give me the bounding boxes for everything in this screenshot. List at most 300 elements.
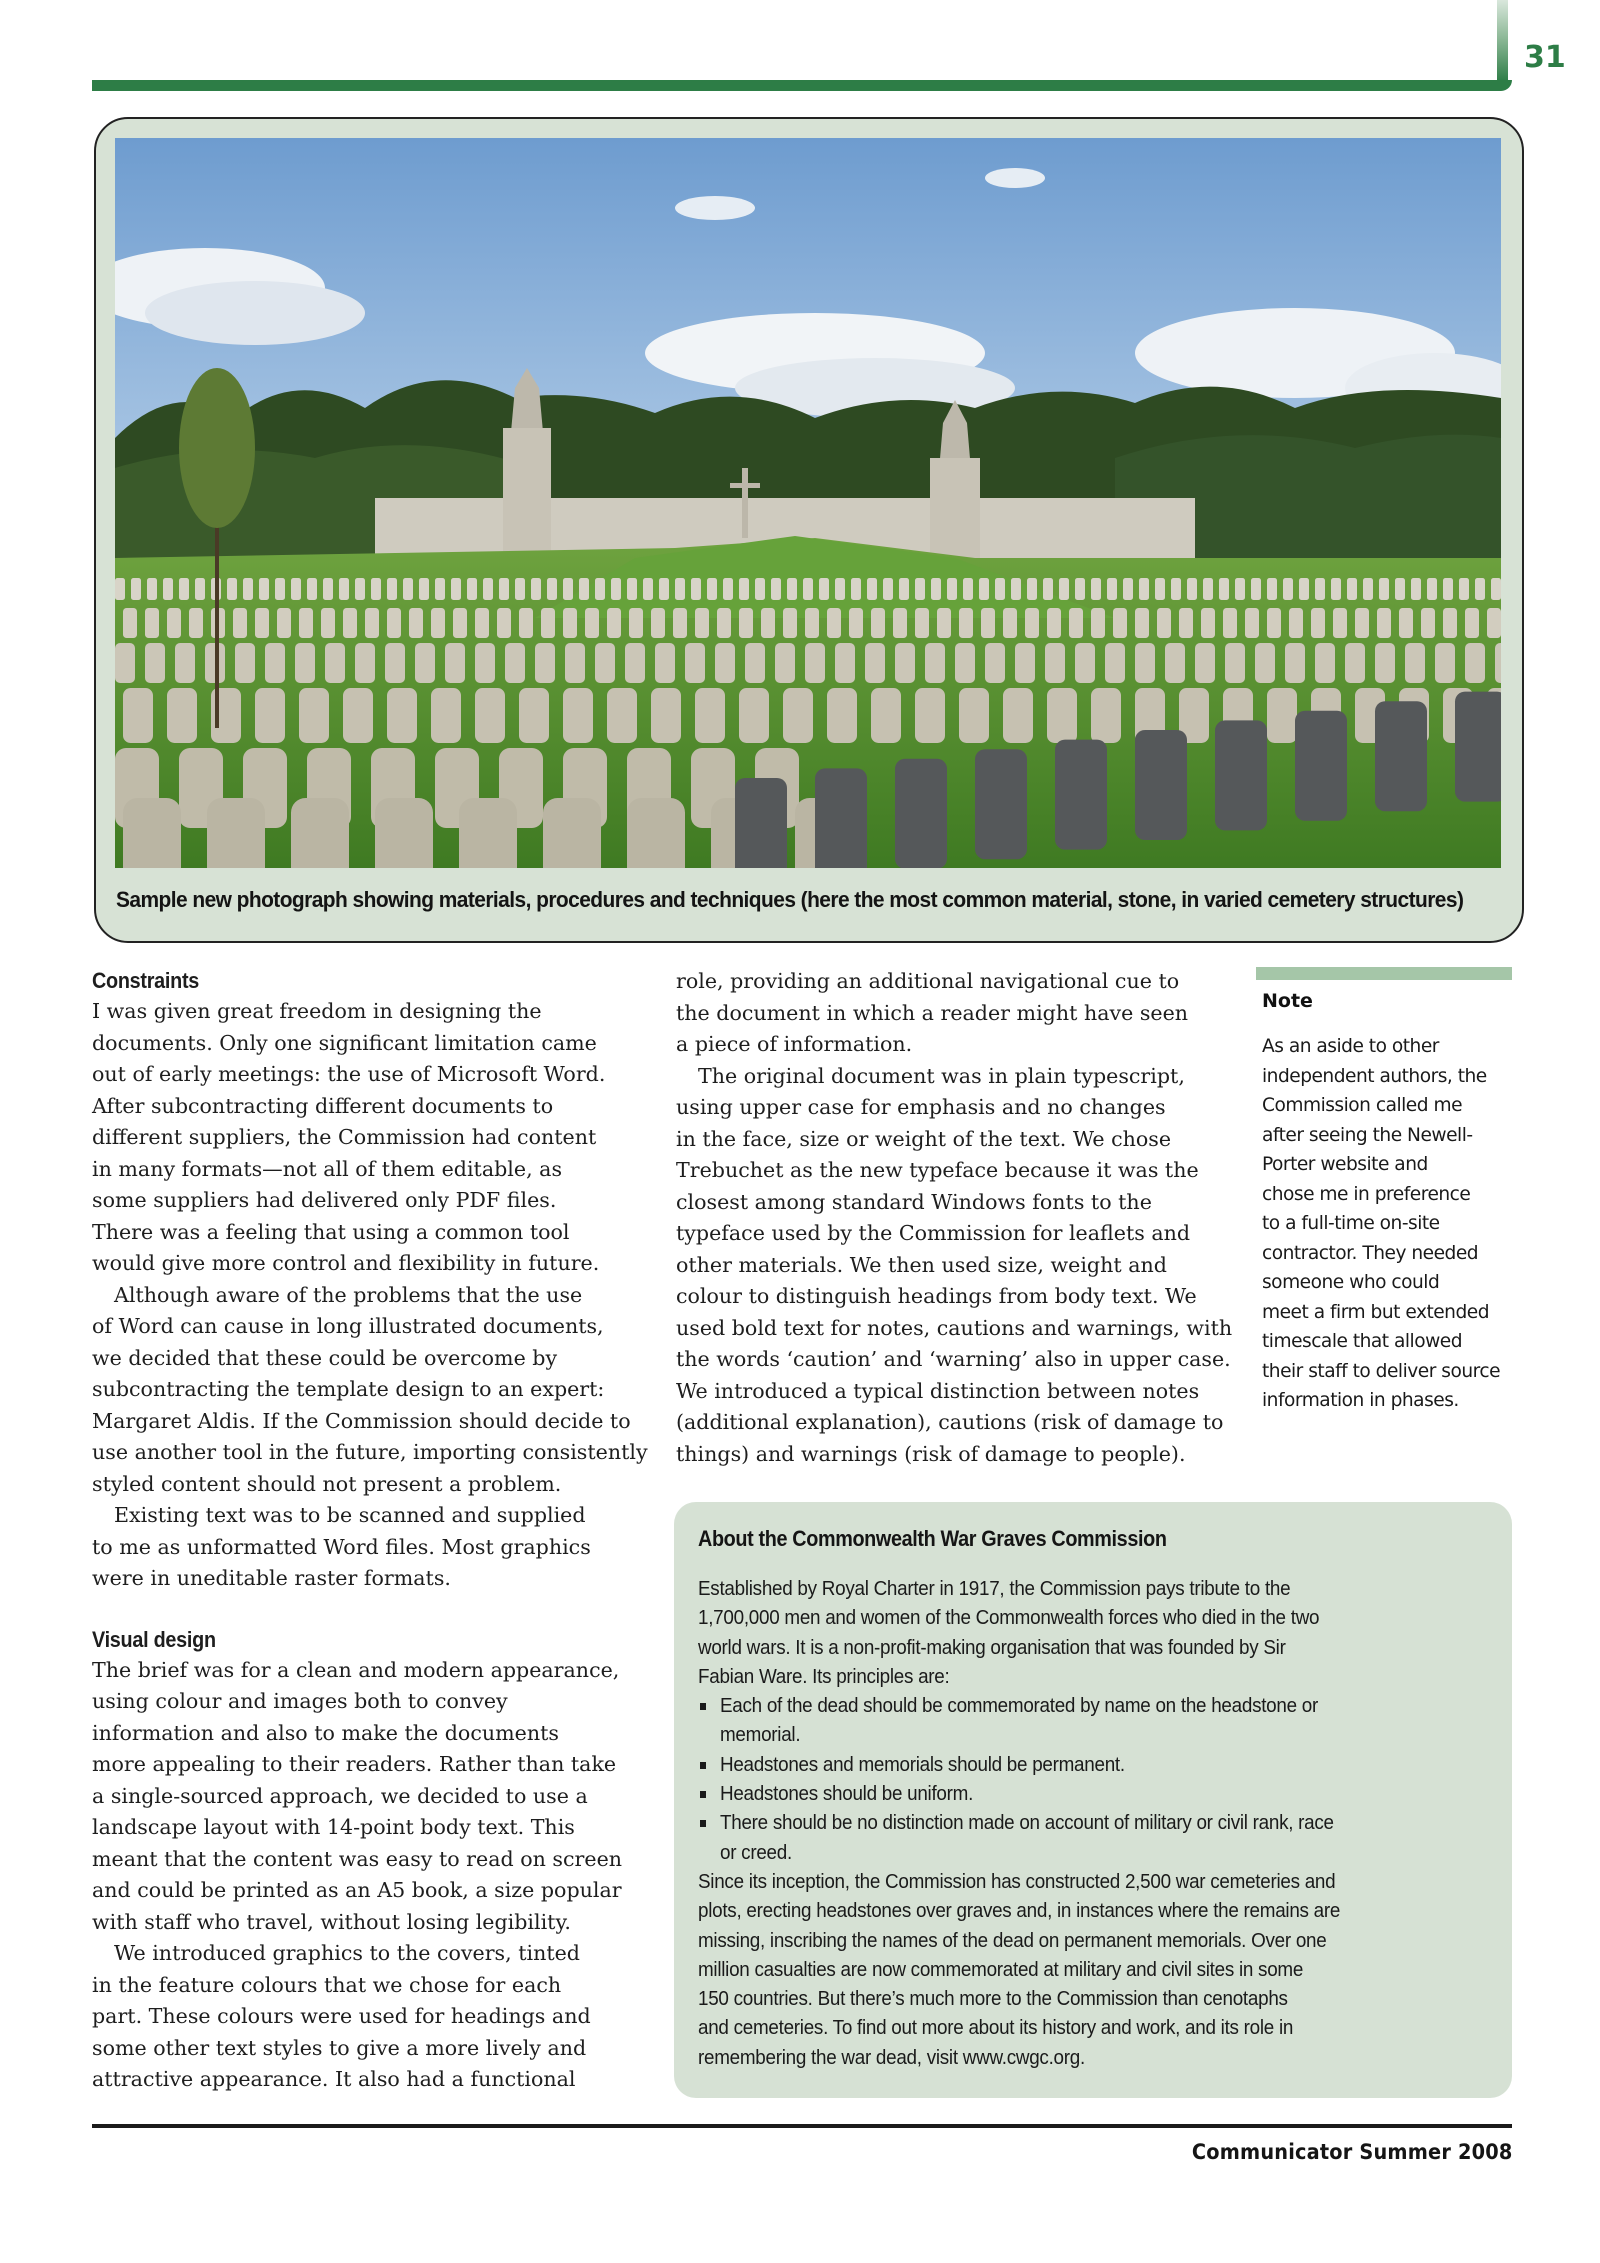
note-body <box>1262 1032 1522 1416</box>
headstone <box>1347 578 1357 600</box>
headstone <box>519 688 549 743</box>
headstone <box>607 688 637 743</box>
headstone <box>1201 608 1215 638</box>
headstone <box>827 608 841 638</box>
note-accent-bar <box>1256 967 1512 980</box>
text-line: and cemeteries. To find out more about its history and work, and its role in <box>698 2016 1294 2040</box>
text-line: out of early meetings: the use of Microsoft Word. <box>92 1062 606 1086</box>
text-line: information in phases. <box>1262 1390 1459 1411</box>
text-line: chose me in preference <box>1262 1183 1471 1205</box>
headstone <box>865 643 885 683</box>
headstone <box>1443 578 1453 600</box>
header-accent-vertical <box>1497 0 1508 82</box>
headstone <box>1377 608 1391 638</box>
headstone <box>1355 608 1369 638</box>
text-line: of Word can cause in long illustrated documents, <box>92 1314 604 1338</box>
paragraph <box>92 1280 648 1501</box>
headstone <box>343 688 373 743</box>
text-line: things) and warnings (risk of damage to people). <box>676 1441 1186 1466</box>
headstone <box>371 578 381 600</box>
headstone <box>805 608 819 638</box>
headstone <box>123 798 181 868</box>
headstone <box>723 578 733 600</box>
text-line: would give more control and flexibility in future. <box>92 1251 600 1275</box>
headstone <box>1299 578 1309 600</box>
text-line: to a full-time on-site <box>1262 1213 1440 1234</box>
figure-frame <box>94 117 1524 943</box>
headstone <box>355 643 375 683</box>
headstone <box>691 578 701 600</box>
headstone <box>915 688 945 743</box>
text-line: using colour and images both to convey <box>92 1689 508 1713</box>
headstone <box>695 608 709 638</box>
headstone <box>595 643 615 683</box>
header-rule <box>92 80 1512 91</box>
headstone <box>295 643 315 683</box>
headstone <box>947 578 957 600</box>
headstone <box>299 688 329 743</box>
headstone <box>1075 643 1095 683</box>
headstone <box>579 578 589 600</box>
headstone <box>1491 578 1501 600</box>
text-line: or creed. <box>720 1840 792 1864</box>
text-line: in the face, size or weight of the text. We chose <box>676 1126 1172 1151</box>
text-line: attractive appearance. It also had a functional <box>92 2067 576 2091</box>
principle-item <box>698 1808 1498 1867</box>
headstone <box>1157 608 1171 638</box>
headstone <box>867 578 877 600</box>
headstone <box>1345 643 1365 683</box>
headstone <box>1405 643 1425 683</box>
paragraph <box>92 1655 623 1939</box>
text-line: different suppliers, the Commission had content <box>92 1125 597 1149</box>
text-line: Although aware of the problems that the use <box>114 1282 583 1307</box>
text-line: million casualties are now commemorated at military and civil sites in some <box>698 1957 1304 1981</box>
headstone <box>1219 578 1229 600</box>
headstone <box>1363 578 1373 600</box>
text-line: other materials. We then used size, weight and <box>676 1252 1167 1277</box>
headstone <box>291 578 301 600</box>
text-line: Headstones should be uniform. <box>720 1782 974 1806</box>
headstone <box>1195 643 1215 683</box>
headstone <box>1069 608 1083 638</box>
text-line: to me as unformatted Word files. Most graphics <box>92 1534 591 1559</box>
text-line: using upper case for emphasis and no changes <box>676 1095 1166 1119</box>
headstone <box>259 578 269 600</box>
headstone <box>1459 578 1469 600</box>
headstone <box>445 643 465 683</box>
text-line: independent authors, the <box>1262 1065 1487 1087</box>
text-line: information and also to make the documents <box>92 1720 559 1745</box>
text-line: 150 countries. But there’s much more to the Commission than cenotaphs <box>698 1987 1288 2011</box>
headstone <box>893 608 907 638</box>
headstone <box>1187 578 1197 600</box>
headstone <box>1003 608 1017 638</box>
headstone <box>963 578 973 600</box>
headstone <box>123 608 137 638</box>
headstone <box>387 608 401 638</box>
headstone <box>563 608 577 638</box>
headstone <box>707 578 717 600</box>
headstone <box>265 643 285 683</box>
headstone <box>1421 608 1435 638</box>
middle-column <box>676 966 1233 1470</box>
text-line: a single-sourced approach, we decided to use a <box>92 1783 588 1808</box>
headstone <box>871 608 885 638</box>
text-line: We introduced graphics to the covers, tinted <box>114 1941 580 1965</box>
headstone <box>235 643 255 683</box>
headstone <box>1331 578 1341 600</box>
headstone <box>515 578 525 600</box>
principles-list <box>698 1691 1498 1867</box>
headstone <box>179 578 189 600</box>
headstone <box>1113 608 1127 638</box>
headstone <box>387 578 397 600</box>
text-line: after seeing the Newell- <box>1262 1124 1473 1146</box>
cemetery-photo <box>115 138 1501 868</box>
text-line: were in uneditable raster formats. <box>92 1566 451 1590</box>
text-line: There should be no distinction made on account of military or civil rank, race <box>720 1811 1334 1835</box>
headstone <box>827 688 857 743</box>
headstone <box>1399 608 1413 638</box>
headstone <box>483 578 493 600</box>
headstone <box>981 608 995 638</box>
publication-name: Communicator Summer 2008 <box>1191 2140 1512 2164</box>
headstone <box>1047 608 1061 638</box>
text-line: a piece of information. <box>676 1032 913 1056</box>
headstone <box>783 688 813 743</box>
headstone <box>497 608 511 638</box>
text-line: styled content should not present a problem. <box>92 1471 562 1496</box>
headstone <box>715 643 735 683</box>
text-line: more appealing to their readers. Rather than take <box>92 1752 617 1776</box>
headstone <box>1139 578 1149 600</box>
headstone <box>195 578 205 600</box>
headstone <box>655 643 675 683</box>
headstone <box>835 578 845 600</box>
headstone <box>459 798 517 868</box>
headstone <box>771 578 781 600</box>
headstone <box>995 578 1005 600</box>
headstone <box>1487 608 1501 638</box>
text-line: memorial. <box>720 1723 801 1747</box>
text-line: missing, inscribing the names of the dead on permanent memorials. Over one <box>698 1928 1327 1952</box>
headstone <box>1223 608 1237 638</box>
headstone <box>1171 578 1181 600</box>
headstone-shadowed <box>815 768 867 868</box>
headstone <box>415 643 435 683</box>
bullet-icon <box>700 1791 706 1798</box>
headstone <box>915 578 925 600</box>
text-line: meant that the content was easy to read on screen <box>92 1846 623 1871</box>
text-line: Porter website and <box>1262 1154 1428 1175</box>
paragraph <box>92 1500 602 1595</box>
headstone <box>883 578 893 600</box>
headstone <box>431 688 461 743</box>
headstone <box>819 578 829 600</box>
headstone <box>1003 688 1033 743</box>
headstone <box>585 608 599 638</box>
bullet-icon <box>700 1703 706 1710</box>
headstone <box>745 643 765 683</box>
text-line: After subcontracting different documents to <box>92 1093 554 1118</box>
headstone <box>1267 578 1277 600</box>
text-line: closest among standard Windows fonts to the <box>676 1189 1152 1214</box>
text-line: remembering the war dead, visit www.cwgc.org. <box>698 2045 1085 2069</box>
headstone <box>1155 578 1165 600</box>
headstone-shadowed <box>1295 711 1347 821</box>
headstone <box>755 578 765 600</box>
text-line: As an aside to other <box>1262 1036 1439 1057</box>
headstone <box>145 643 165 683</box>
headstone <box>1165 643 1185 683</box>
headstone-shadowed <box>1055 740 1107 850</box>
text-line: the document in which a reader might have seen <box>676 1000 1189 1025</box>
headstone-shadowed <box>1455 692 1501 802</box>
headstone <box>625 643 645 683</box>
headstone <box>1027 578 1037 600</box>
text-line: timescale that allowed <box>1262 1331 1463 1352</box>
headstone <box>931 578 941 600</box>
headstone <box>385 643 405 683</box>
headstone <box>339 578 349 600</box>
about-box-body <box>698 1574 1498 2072</box>
headstone <box>275 578 285 600</box>
headstone <box>1283 578 1293 600</box>
headstone <box>365 608 379 638</box>
text-line: in many formats—not all of them editable, as <box>92 1156 563 1181</box>
headstone <box>651 608 665 638</box>
headstone <box>535 643 555 683</box>
headstone-shadowed <box>735 778 787 868</box>
bullet-icon <box>700 1820 706 1827</box>
headstone <box>355 578 365 600</box>
headstone <box>147 578 157 600</box>
text-line: The brief was for a clean and modern appearance, <box>92 1657 620 1682</box>
headstone <box>629 608 643 638</box>
headstone <box>299 608 313 638</box>
headstone <box>1443 608 1457 638</box>
headstone <box>451 578 461 600</box>
left-column <box>92 966 648 2096</box>
headstone <box>643 578 653 600</box>
text-line: landscape layout with 14-point body text. This <box>92 1815 575 1839</box>
headstone <box>1311 608 1325 638</box>
headstone <box>627 798 685 868</box>
headstone <box>277 608 291 638</box>
text-line: Commission called me <box>1262 1095 1463 1116</box>
paragraph <box>92 1938 602 2096</box>
headstone <box>1091 578 1101 600</box>
text-line: and could be printed as an A5 book, a size popular <box>92 1878 622 1902</box>
headstone <box>1251 578 1261 600</box>
headstone <box>955 643 975 683</box>
headstone <box>937 608 951 638</box>
text-line: The original document was in plain typescript, <box>698 1063 1185 1088</box>
text-line: in the feature colours that we chose for each <box>92 1972 562 1997</box>
headstone <box>611 578 621 600</box>
text-line: part. These colours were used for headings and <box>92 2004 591 2028</box>
text-line: There was a feeling that using a common tool <box>92 1219 570 1244</box>
text-line: Existing text was to be scanned and supplied <box>114 1503 586 1527</box>
headstone <box>739 578 749 600</box>
page-number: 31 <box>1524 40 1566 75</box>
headstone <box>1047 688 1077 743</box>
headstone <box>115 578 125 600</box>
headstone <box>1045 643 1065 683</box>
headstone <box>651 688 681 743</box>
headstone <box>787 578 797 600</box>
text-line: their staff to deliver source <box>1262 1360 1501 1382</box>
text-line: colour to distinguish headings from body text. We <box>676 1284 1197 1308</box>
headstone <box>1091 688 1121 743</box>
headstone <box>685 643 705 683</box>
headstone <box>895 643 915 683</box>
text-line: the words ‘caution’ and ‘warning’ also in upper case. <box>676 1347 1231 1371</box>
text-line: I was given great freedom in designing the <box>92 999 542 1023</box>
principle-item <box>698 1779 1498 1808</box>
headstone <box>659 578 669 600</box>
headstone <box>475 608 489 638</box>
footer-rule <box>92 2124 1512 2128</box>
headstone <box>541 608 555 638</box>
headstone <box>323 578 333 600</box>
headstone <box>243 578 253 600</box>
headstone-shadowed <box>1215 720 1267 830</box>
headstone <box>851 578 861 600</box>
headstone <box>1011 578 1021 600</box>
headstone <box>915 608 929 638</box>
headstone <box>675 578 685 600</box>
text-line: Each of the dead should be commemorated by name on the headstone or <box>720 1694 1319 1718</box>
headstone <box>1135 643 1155 683</box>
text-line: We introduced a typical distinction between notes <box>676 1378 1200 1403</box>
headstone <box>1107 578 1117 600</box>
headstone <box>321 608 335 638</box>
text-line: Trebuchet as the new typeface because it was the <box>676 1158 1199 1182</box>
text-line: someone who could <box>1262 1272 1440 1293</box>
text-line: we decided that these could be overcome by <box>92 1345 558 1370</box>
headstone <box>419 578 429 600</box>
headstone <box>803 578 813 600</box>
headstone <box>307 578 317 600</box>
principle-item <box>698 1750 1498 1779</box>
headstone <box>1105 643 1125 683</box>
headstone <box>1315 643 1335 683</box>
headstone <box>435 578 445 600</box>
paragraph <box>676 966 1216 1061</box>
text-line: with staff who travel, without losing legibility. <box>92 1909 571 1934</box>
headstone <box>1267 608 1281 638</box>
headstone <box>959 688 989 743</box>
headstone <box>563 578 573 600</box>
headstone-shadowed <box>895 759 947 868</box>
headstone <box>1375 643 1395 683</box>
note-title: Note <box>1262 990 1313 1012</box>
text-line: Established by Royal Charter in 1917, the Commission pays tribute to the <box>698 1577 1291 1600</box>
headstone <box>431 608 445 638</box>
headstone <box>255 608 269 638</box>
text-line: meet a firm but extended <box>1262 1301 1490 1323</box>
headstone <box>1203 578 1213 600</box>
headstone <box>1475 578 1485 600</box>
headstone <box>547 578 557 600</box>
headstone <box>123 688 153 743</box>
text-line: role, providing an additional navigational cue to <box>676 969 1180 993</box>
section-heading: Constraints <box>92 968 200 993</box>
principle-item <box>698 1691 1498 1750</box>
headstone <box>1395 578 1405 600</box>
headstone <box>499 578 509 600</box>
headstone-shadowed <box>1135 730 1187 840</box>
headstone <box>1135 608 1149 638</box>
headstone <box>145 608 159 638</box>
headstone <box>783 608 797 638</box>
headstone <box>925 643 945 683</box>
headstone <box>835 643 855 683</box>
headstone <box>175 643 195 683</box>
headstone <box>805 643 825 683</box>
headstone <box>255 688 285 743</box>
headstone <box>1255 643 1275 683</box>
headstone <box>1285 643 1305 683</box>
headstone <box>453 608 467 638</box>
headstone <box>1235 578 1245 600</box>
headstone <box>899 578 909 600</box>
headstone <box>1025 608 1039 638</box>
headstone <box>595 578 605 600</box>
headstone <box>207 798 265 868</box>
headstone <box>1465 608 1479 638</box>
text-line: plots, erecting headstones over graves and, in instances where the remains are <box>698 1899 1341 1923</box>
headstone <box>167 608 181 638</box>
headstone <box>1315 578 1325 600</box>
headstone <box>1465 643 1485 683</box>
headstone <box>565 643 585 683</box>
headstone <box>505 643 525 683</box>
headstone <box>403 578 413 600</box>
headstone <box>717 608 731 638</box>
headstone <box>1059 578 1069 600</box>
headstone <box>467 578 477 600</box>
headstone <box>1495 643 1501 683</box>
headstone <box>979 578 989 600</box>
headstone <box>1091 608 1105 638</box>
headstone <box>343 608 357 638</box>
text-line: typeface used by the Commission for leaflets and <box>676 1221 1191 1245</box>
headstone <box>959 608 973 638</box>
headstone <box>475 688 505 743</box>
paragraph <box>92 996 606 1280</box>
headstone <box>1267 688 1297 743</box>
headstone <box>375 798 433 868</box>
headstone <box>1427 578 1437 600</box>
text-line: contractor. They needed <box>1262 1242 1479 1264</box>
headstone <box>695 688 725 743</box>
headstone <box>167 688 197 743</box>
headstone <box>1043 578 1053 600</box>
headstone <box>607 608 621 638</box>
text-line: Fabian Ware. Its principles are: <box>698 1664 950 1688</box>
headstone <box>1123 578 1133 600</box>
headstone <box>1179 608 1193 638</box>
about-box-title: About the Commonwealth War Graves Commission <box>698 1526 1167 1551</box>
headstone <box>739 688 769 743</box>
about-cwgc-box <box>674 1502 1512 2098</box>
headstone <box>761 608 775 638</box>
text-line: Margaret Aldis. If the Commission should decide to <box>92 1408 631 1433</box>
headstone <box>409 608 423 638</box>
